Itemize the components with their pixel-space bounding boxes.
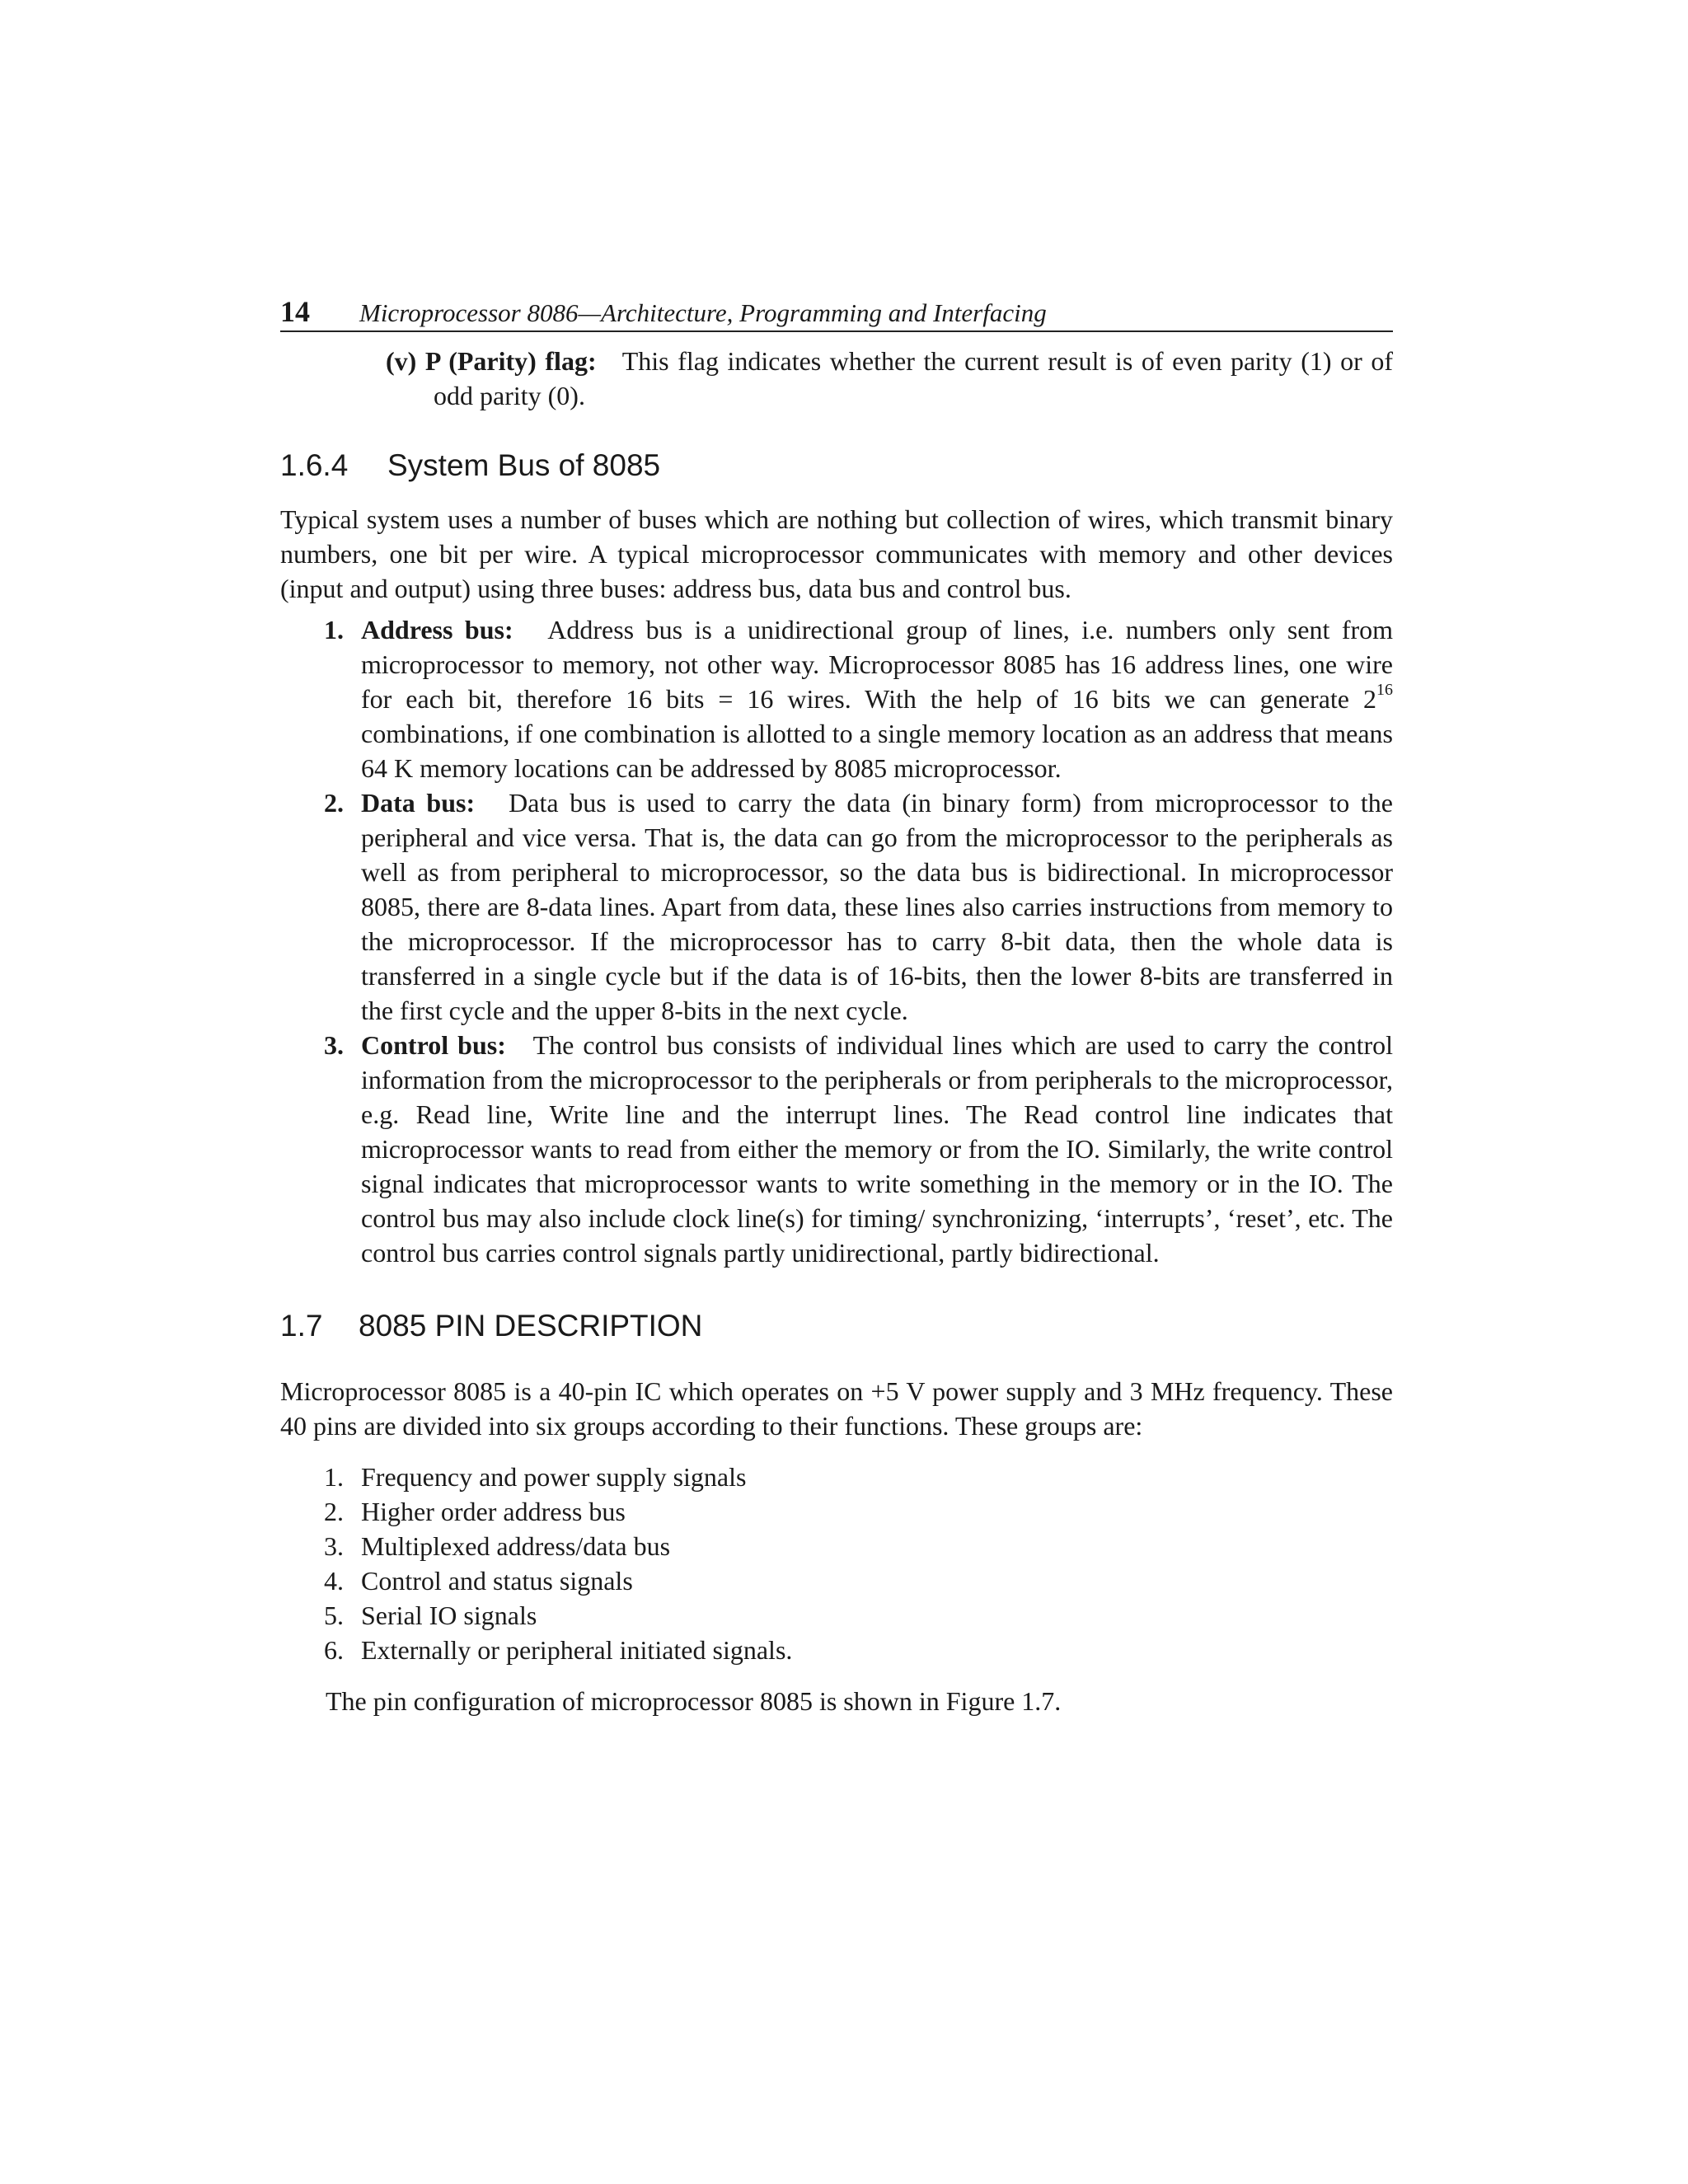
list-item-text: Multiplexed address/data bus	[361, 1531, 671, 1561]
item-label: Address bus:	[361, 615, 513, 644]
book-title: Microprocessor 8086—Architecture, Programming and Interfacing	[359, 298, 1047, 327]
list-item-data-bus	[324, 785, 1394, 1028]
item-label: Data bus:	[361, 788, 476, 818]
list-item	[324, 1494, 1393, 1529]
pin-group-list	[280, 1460, 1393, 1667]
item-text-continued: combinations, if one combination is allotted to a single memory location as an address that means 64 K memory locations can be addressed by 8085 microprocessor.	[361, 719, 1393, 783]
item-label: Control bus:	[361, 1030, 506, 1060]
section-heading-pin-description	[280, 1306, 1393, 1346]
system-bus-intro: Typical system uses a number of buses which are nothing but collection of wires, which transmit binary numbers, one bit per wire. A typical microprocessor communicates with memory and other devices (input and output) using three buses: address bus, data bus and control bus.	[280, 504, 1393, 603]
bus-list	[280, 612, 1393, 1270]
item-text: The control bus consists of individual lines which are used to carry the control information from the microprocessor to the peripherals or from peripherals to the microprocessor, e.g. Read line, Write line and the interrupt lines. The Read control line indicates that microprocessor wants to read from either the memory or from the IO. Similarly, the write control signal indicates that microprocessor wants to write something in the memory or in the IO. The control bus may also include clock line(s) for timing/ synchronizing, ‘interrupts’, ‘reset’, etc. The control bus carries control signals partly unidirectional, partly bidirectional.	[361, 1030, 1394, 1268]
section-number: 1.6.4	[280, 448, 349, 482]
list-index: 1.	[324, 615, 344, 644]
list-item	[324, 1598, 1393, 1633]
list-index: 1.	[324, 1462, 344, 1492]
list-index: 3.	[324, 1030, 344, 1060]
list-index: 5.	[324, 1601, 344, 1630]
list-item-text: Control and status signals	[361, 1566, 633, 1596]
list-index: 4.	[324, 1566, 344, 1596]
item-text: Data bus is used to carry the data (in binary form) from microprocessor to the peripheral and vice versa. That is, the data can go from the microprocessor to the peripherals as well as from peripheral to microprocessor, so the data bus is bidirectional. In microprocessor 8085, there are 8-data lines. Apart from data, these lines also carries instructions from memory to the microprocessor. If the microprocessor has to carry 8-bit data, then the whole data is transferred in a single cycle but if the data is of 16-bits, then the lower 8-bits are transferred in the first cycle and the upper 8-bits in the next cycle.	[361, 788, 1394, 1025]
running-head	[280, 293, 1393, 332]
list-item	[324, 1529, 1393, 1563]
section-title: System Bus of 8085	[387, 448, 661, 482]
list-item	[324, 1460, 1393, 1494]
book-page	[280, 293, 1393, 1718]
section-number: 1.7	[280, 1309, 323, 1343]
list-item-text: Frequency and power supply signals	[361, 1462, 747, 1492]
list-item-text: Serial IO signals	[361, 1601, 537, 1630]
list-index: 2.	[324, 1497, 344, 1526]
list-item-text: Externally or peripheral initiated signals.	[361, 1635, 793, 1665]
section-title: 8085 PIN DESCRIPTION	[359, 1309, 703, 1343]
list-index: 3.	[324, 1531, 344, 1561]
parity-flag-label: (v) P (Parity) flag:	[386, 346, 597, 376]
list-index: 6.	[324, 1635, 344, 1665]
parity-flag-item	[386, 344, 1393, 413]
parity-flag-text: This flag indicates whether the current result is of even parity (1) or of odd parity (0).	[434, 346, 1394, 410]
section-heading-system-bus	[280, 446, 1393, 485]
item-text: Address bus is a unidirectional group of lines, i.e. numbers only sent from microprocessor to memory, not other way. Microprocessor 8085 has 16 address lines, one wire for each bit, therefore 16 bits = 16 wires. With the help of 16 bits we can generate 2	[361, 615, 1394, 714]
list-item	[324, 1633, 1393, 1667]
list-item-text: Higher order address bus	[361, 1497, 626, 1526]
page-number: 14	[280, 295, 310, 328]
list-item	[324, 1563, 1393, 1598]
figure-reference: The pin configuration of microprocessor 8085 is shown in Figure 1.7.	[326, 1686, 1062, 1716]
superscript: 16	[1376, 681, 1393, 700]
pin-description-intro: Microprocessor 8085 is a 40-pin IC which operates on +5 V power supply and 3 MHz frequency. These 40 pins are divided into six groups according to their functions. These groups are:	[280, 1376, 1393, 1441]
list-index: 2.	[324, 788, 344, 818]
list-item-address-bus	[324, 612, 1394, 785]
list-item-control-bus	[324, 1028, 1394, 1270]
